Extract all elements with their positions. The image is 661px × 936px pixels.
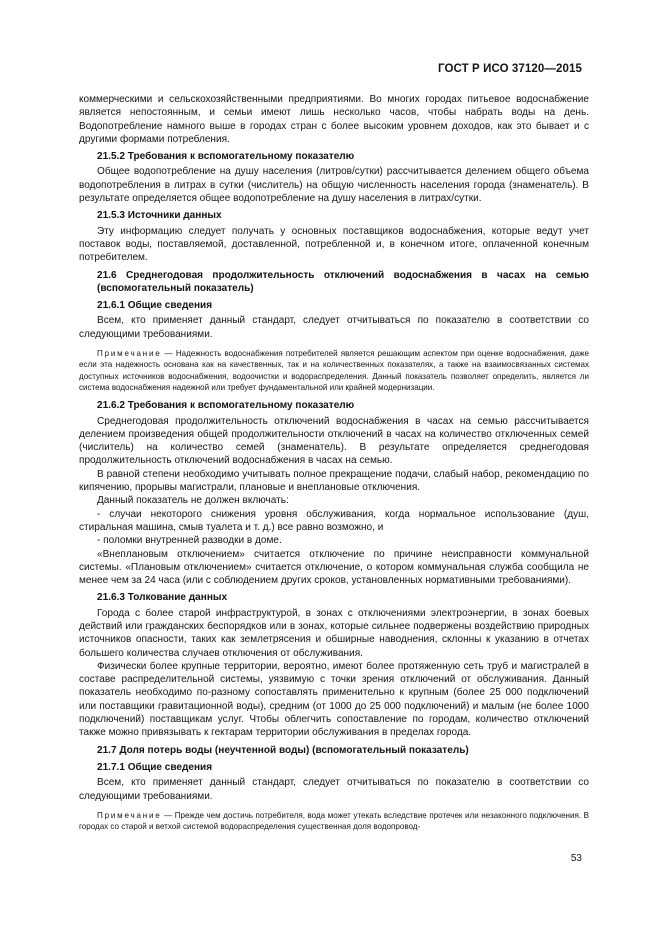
body-paragraph: коммерческими и сельскохозяйственными предприятиями. Во многих городах питьевое водоснабжение является непостоянным, и семьи имеют лишь несколько часов, чтобы набрать воды на день. Водопотребление намного выше в городах стран с более высоким уровнем доходов, как это бывает и с другими формами потребления. [79, 94, 589, 145]
body-paragraph: Всем, кто применяет данный стандарт, следует отчитываться по показателю в соответствии со следующими требованиями. [79, 315, 589, 340]
section-heading: 21.6.3 Толкование данных [97, 592, 228, 604]
body-paragraph: Физически более крупные территории, вероятно, имеют более протяженную сеть труб и магистралей в составе распределительной системы, уязвимую с точки зрения отключений от обслуживания. Данный показатель необходимо по-разному сопоставлять применительно к крупным (более 25 000 подключений или поставщики гравитационной воды), средним (от 1000 до 25 000 подключений) и малым (не более 1000 подключений) поставщикам услуг. Чтобы облегчить сопоставление по городам, количество отключений также можно привязывать к гектарам территории обслуживания в пределах города. [79, 660, 589, 739]
page-number: 53 [570, 853, 582, 864]
section-heading: 21.7 Доля потерь воды (неучтенной воды) (вспомогательный показатель) [97, 744, 469, 756]
note-text: Прежде чем достичь потребителя, вода может утекать вследствие протечек или незаконного подключения. В городах со старой и ветхой системой водораспределения существенная доля водопровод- [79, 810, 589, 832]
body-paragraph: Данный показатель не должен включать: [97, 495, 289, 507]
note-paragraph: Примечание — Надежность водоснабжения потребителей является решающим аспектом при оценке водоснабжения, даже если эта надежность основана как на качественных, так и на количественных показателях, а также на взаимосвязанных системах доступных источников водоснабжения, водоочистки и водораспределения. Данный показатель позволяет определить, является ли система водоснабжения надежной или требует фундаментальной или крайней модернизации. [79, 349, 589, 392]
body-paragraph: «Внеплановым отключением» считается отключение по причине неисправности коммунальной системы. «Плановым отключением» считается отключение, о котором коммунальная служба сообщила не менее чем за 24 часа (или с соблюдением других сроков, установленных нормативными требованиями). [79, 548, 589, 587]
page-content [79, 93, 589, 838]
body-paragraph: Города с более старой инфраструктурой, в зонах с отключениями электроэнергии, в зонах боевых действий или гражданских беспорядков или в зонах, которые сильнее подвержены воздействию природных источников опасности, таких как землетрясения и обширные наводнения, склонны к указанию в отчетах большего количества случаев отключения от обслуживания. [79, 607, 589, 659]
body-paragraph: - поломки внутренней разводки в доме. [97, 535, 282, 547]
note-paragraph: Примечание — Прежде чем достичь потребителя, вода может утекать вследствие протечек или незаконного подключения. В городах со старой и ветхой системой водораспределения существенная доля водопровод- [79, 810, 589, 832]
body-paragraph: Среднегодовая продолжительность отключений водоснабжения в часах на семью рассчитывается делением произведения общей продолжительности отключений в часах на количество отключенных семей (числитель) на количество семей (знаменатель). В результате определяется среднегодовая продолжительность отключений водоснабжения в часах на семью. [79, 415, 589, 467]
section-heading: 21.6 Среднегодовая продолжительность отключений водоснабжения в часах на семью (вспомогательный показатель) [97, 269, 589, 294]
section-heading: 21.5.2 Требования к вспомогательному показателю [97, 151, 355, 163]
section-heading: 21.5.3 Источники данных [97, 210, 222, 222]
note-label: Примечание [97, 349, 162, 359]
body-paragraph: Общее водопотребление на душу населения (литров/сутки) рассчитывается делением общего объема водопотребления в литрах в сутки (числитель) на общую численность населения города (знаменатель). В результате определяется общее водопотребление на душу населения в литрах/сутки. [79, 166, 589, 205]
note-label: Примечание [97, 810, 162, 820]
body-paragraph: Всем, кто применяет данный стандарт, следует отчитываться по показателю в соответствии со следующими требованиями. [79, 777, 589, 802]
section-heading: 21.6.2 Требования к вспомогательному показателю [97, 400, 355, 412]
body-paragraph: - случаи некоторого снижения уровня обслуживания, когда нормальное использование (душ, стиральная машина, смыв туалета и т. д.) все равно возможно, и [79, 508, 589, 533]
document-code-header: ГОСТ Р ИСО 37120—2015 [437, 63, 582, 75]
body-paragraph: В равной степени необходимо учитывать полное прекращение подачи, слабый набор, рекомендацию по кипячению, прорывы магистрали, плановые и внеплановые отключения. [79, 468, 589, 494]
section-heading: 21.7.1 Общие сведения [97, 761, 213, 773]
section-heading: 21.6.1 Общие сведения [97, 300, 213, 312]
body-paragraph: Эту информацию следует получать у основных поставщиков водоснабжения, которые ведут учет поставок воды, поставляемой, доставленной, потребленной и, в конечном итоге, оплаченной конечным потребителем. [79, 225, 589, 264]
note-text: Надежность водоснабжения потребителей является решающим аспектом при оценке водоснабжения, даже если эта надежность основана как на качественных, так и на количественных показателях, а также на взаимосвязанных системах доступных источников водоснабжения, водоочистки и водораспределения. Данный показатель позволяет определить, является ли система водоснабжения надежной или требует фундаментальной или крайней модернизации. [79, 349, 589, 392]
